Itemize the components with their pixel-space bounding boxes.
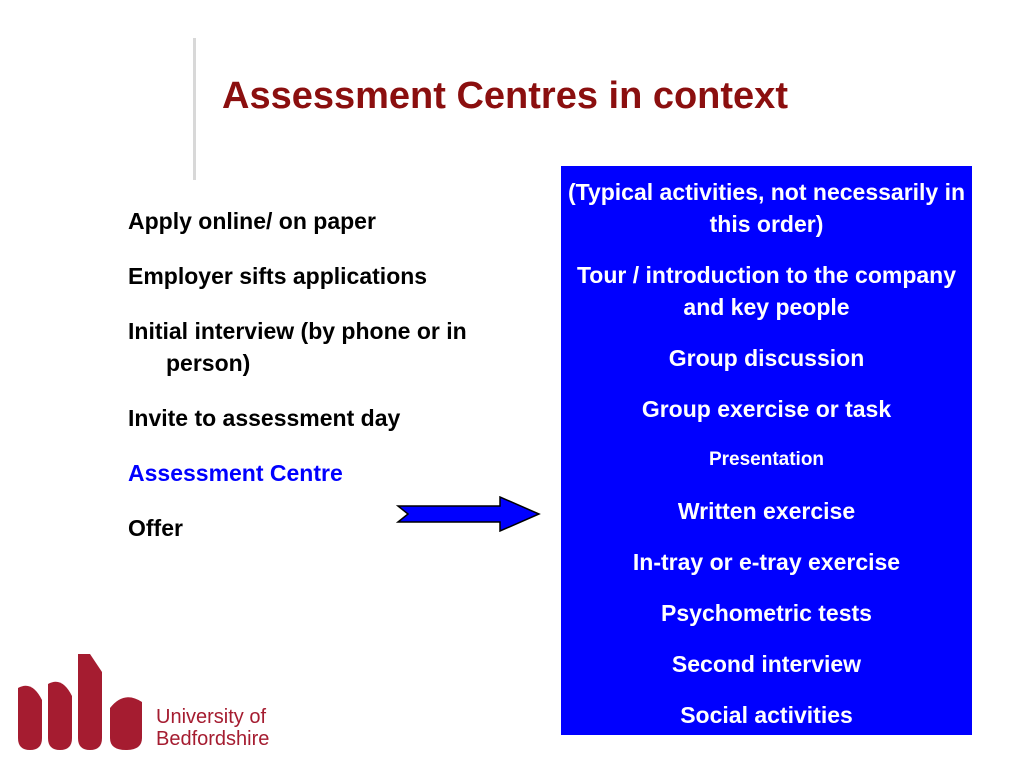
- activity-group-exercise: Group exercise or task: [641, 396, 892, 422]
- university-name: [156, 706, 269, 750]
- step-sift: Employer sifts applications: [128, 263, 428, 289]
- activities-note: (Typical activities, not necessarily in this order): [567, 179, 966, 237]
- step-invite: Invite to assessment day: [128, 405, 401, 431]
- slide-title: Assessment Centres in context: [222, 75, 788, 117]
- activities-list: [561, 176, 972, 731]
- step-initial-interview: Initial interview (by phone or in person): [128, 318, 467, 376]
- activity-social: Social activities: [680, 702, 853, 728]
- step-assessment-centre: Assessment Centre: [128, 460, 343, 486]
- activity-tour: Tour / introduction to the company and key people: [576, 262, 957, 320]
- activity-second-interview: Second interview: [671, 651, 862, 677]
- right-arrow-icon: [396, 496, 542, 532]
- university-name-line2: Bedfordshire: [156, 728, 270, 750]
- step-apply: Apply online/ on paper: [128, 208, 376, 234]
- step-offer: Offer: [128, 515, 183, 541]
- activity-psychometric: Psychometric tests: [661, 600, 872, 626]
- university-name-line1: University of: [156, 706, 267, 728]
- activity-group-discussion: Group discussion: [668, 345, 865, 371]
- activity-presentation: Presentation: [708, 449, 825, 470]
- divider-line: [193, 38, 196, 180]
- activities-panel: [561, 166, 972, 735]
- activity-in-tray: In-tray or e-tray exercise: [632, 549, 901, 575]
- activity-written-exercise: Written exercise: [677, 498, 856, 524]
